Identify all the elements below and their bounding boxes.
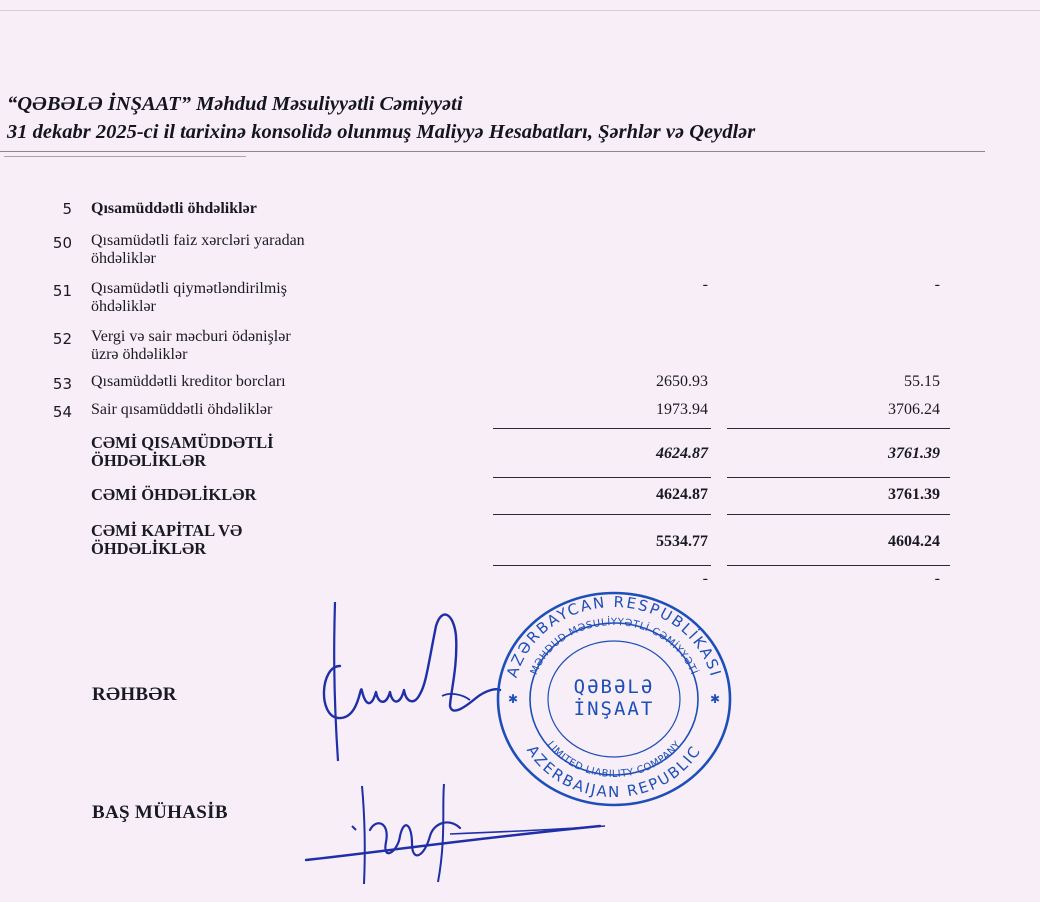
director-signature [300, 596, 510, 766]
total-rule-prior [727, 477, 950, 478]
total-label-line1: CƏMİ KAPİTAL VƏ [91, 521, 243, 540]
row-code-54: 54 [52, 403, 72, 421]
header-underline [0, 151, 985, 152]
row-label-line2: üzrə öhdəliklər [91, 346, 188, 363]
company-stamp [492, 587, 736, 811]
row-label-line2: öhdəliklər [91, 250, 156, 267]
grand-rule-prior [727, 514, 950, 515]
row-label-line1: Qısamüdətli qiymətləndirilmiş [91, 280, 287, 297]
row-label-54: Sair qısamüddətli öhdəliklər [91, 401, 273, 418]
row-code-50: 50 [52, 234, 72, 252]
row-label-line1: Vergi və sair məcburi ödənişlər [91, 328, 291, 345]
row-code-51: 51 [52, 282, 72, 300]
subtotal-rule-current [493, 428, 711, 429]
total-liabilities-label: CƏMİ ÖHDƏLİKLƏR [91, 485, 257, 504]
total-liabilities-prior: 3761.39 [888, 486, 940, 503]
row-value-51-current: - [702, 276, 708, 293]
report-title: 31 dekabr 2025-ci il tarixinə konsolidə olunmuş Maliyyə Hesabatları, Şərhlər və Qeydlər [7, 121, 756, 143]
trailing-dash-prior: - [934, 570, 940, 587]
row-label-line1: Qısamüdətli faiz xərcləri yaradan [91, 232, 305, 249]
row-value-53-prior: 55.15 [904, 373, 940, 390]
header-underline-short [4, 156, 246, 157]
total-short-term-current: 4624.87 [656, 445, 708, 462]
stamp-inner-bottom: LIMITED LIABILITY COMPANY [544, 739, 684, 781]
final-rule-prior [727, 565, 950, 566]
row-label-52 [91, 328, 391, 364]
total-short-term-prior: 3761.39 [888, 445, 940, 462]
row-value-51-prior: - [934, 276, 940, 293]
row-label-50 [91, 232, 391, 268]
stamp-inner-top: MƏHDUD MƏSULİYYƏTLİ CƏMİYYƏTİ [528, 616, 700, 677]
stamp-star-left: ✱ [508, 692, 519, 706]
row-label-line2: öhdəliklər [91, 298, 156, 315]
subtotal-rule-prior [727, 428, 950, 429]
total-label-line2: ÖHDƏLİKLƏR [91, 451, 207, 470]
row-value-53-current: 2650.93 [656, 373, 708, 390]
chief-accountant-label: BAŞ MÜHASİB [92, 802, 228, 823]
stamp-center-line2: İNŞAAT [573, 698, 655, 720]
stamp-outer-top: AZƏRBAYCAN RESPUBLİKASI [502, 592, 726, 680]
total-short-term-label [91, 434, 391, 470]
director-label: RƏHBƏR [92, 684, 177, 705]
section-code: 5 [62, 200, 72, 218]
grand-rule-current [493, 514, 711, 515]
total-capital-liabilities-label [91, 522, 391, 558]
total-label-line2: ÖHDƏLİKLƏR [91, 539, 207, 558]
section-title: Qısamüddətli öhdəliklər [91, 200, 257, 217]
total-capital-liabilities-current: 5534.77 [656, 533, 708, 550]
row-code-52: 52 [52, 330, 72, 348]
total-rule-current [493, 477, 711, 478]
total-label-line1: CƏMİ QISAMÜDDƏTLİ [91, 433, 274, 452]
top-edge-rule [0, 10, 1040, 11]
company-title: “QƏBƏLƏ İNŞAAT” Məhdud Məsuliyyətli Cəmiyyəti [7, 93, 463, 115]
row-label-53: Qısamüddətli kreditor borcları [91, 373, 286, 390]
stamp-center-line1: QƏBƏLƏ [573, 676, 655, 698]
stamp-outer-bottom: AZERBAIJAN REPUBLIC [523, 741, 705, 802]
row-code-53: 53 [52, 375, 72, 393]
stamp-star-right: ✱ [710, 692, 721, 706]
trailing-dash-current: - [702, 570, 708, 587]
total-liabilities-current: 4624.87 [656, 486, 708, 503]
row-value-54-prior: 3706.24 [888, 401, 940, 418]
row-value-54-current: 1973.94 [656, 401, 708, 418]
final-rule-current [493, 565, 711, 566]
total-capital-liabilities-prior: 4604.24 [888, 533, 940, 550]
row-label-51 [91, 280, 391, 316]
